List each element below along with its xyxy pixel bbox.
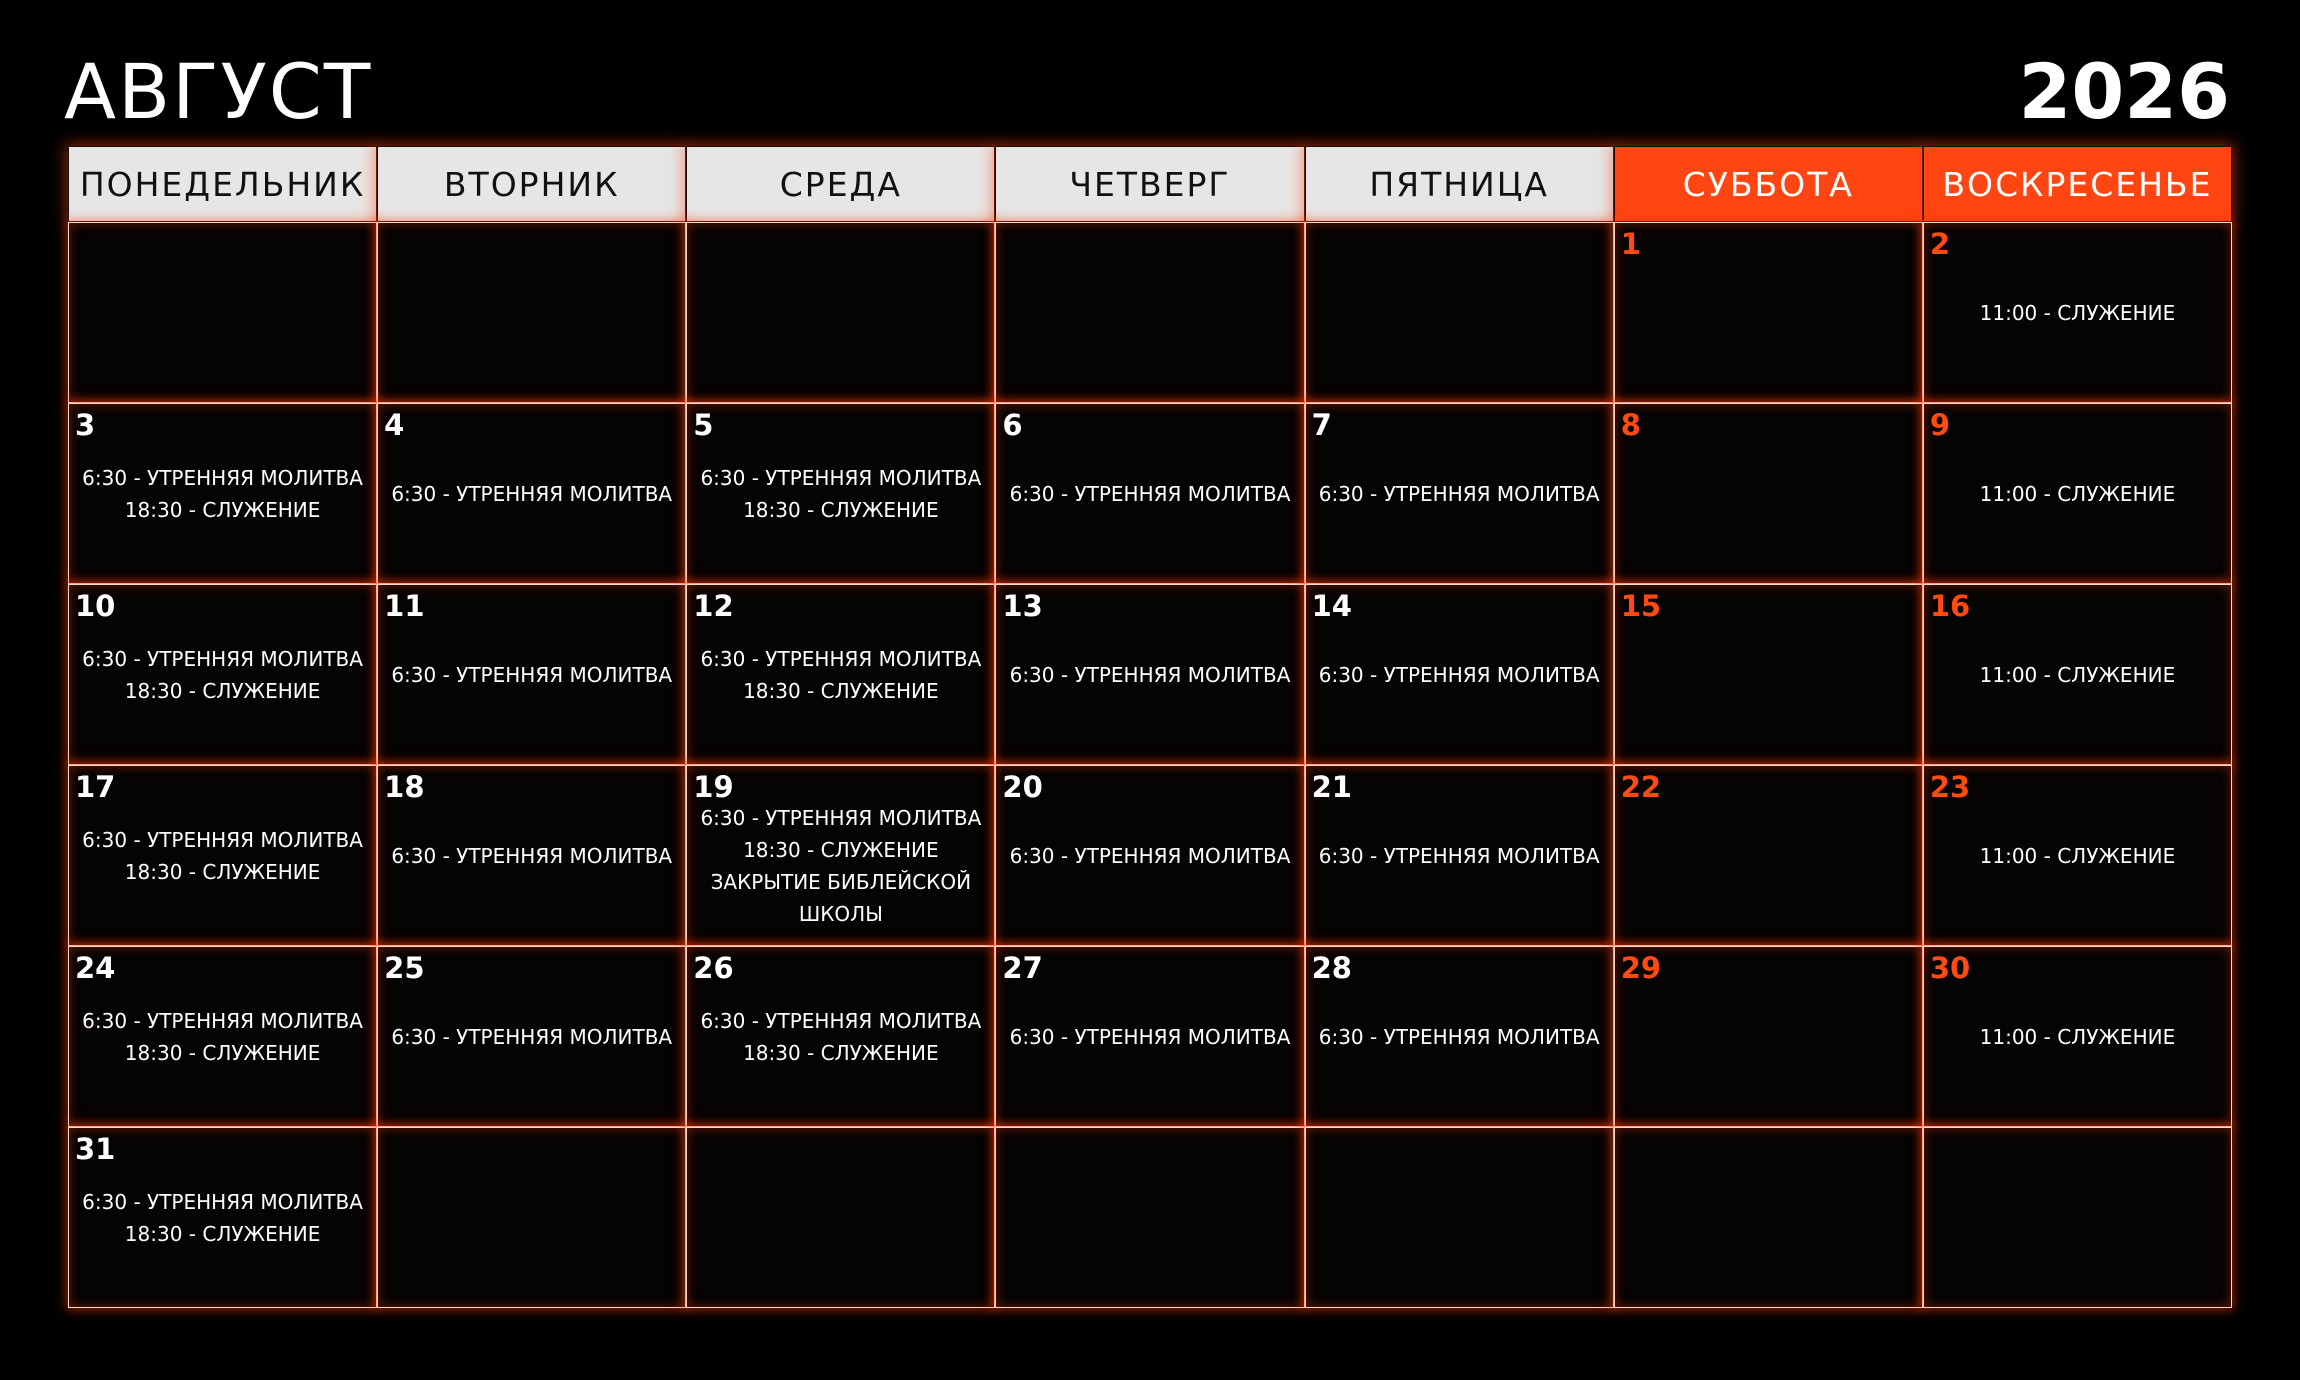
event-item: 6:30 - УТРЕННЯЯ МОЛИТВА [82,827,363,852]
event-item: 6:30 - УТРЕННЯЯ МОЛИТВА [82,1189,363,1214]
event-item: 6:30 - УТРЕННЯЯ МОЛИТВА [1318,662,1600,687]
day-number: 4 [384,408,405,442]
calendar-day-cell[interactable] [1305,765,1614,946]
event-item: 18:30 - СЛУЖЕНИЕ [124,1221,321,1246]
event-list [996,947,1303,1126]
day-number: 6 [1002,408,1023,442]
calendar-day-cell[interactable] [1614,222,1923,403]
day-number: 11 [384,589,425,623]
calendar-day-cell[interactable] [1614,946,1923,1127]
calendar-day-cell[interactable] [1305,403,1614,584]
event-item: 6:30 - УТРЕННЯЯ МОЛИТВА [82,465,363,490]
calendar-day-cell[interactable] [68,403,377,584]
event-item: 6:30 - УТРЕННЯЯ МОЛИТВА [1318,481,1600,506]
event-item: 11:00 - СЛУЖЕНИЕ [1979,481,2176,506]
event-item: 11:00 - СЛУЖЕНИЕ [1979,1024,2176,1049]
day-number: 5 [693,408,714,442]
calendar-day-cell[interactable] [68,765,377,946]
day-number: 15 [1620,589,1662,623]
day-number: 13 [1002,589,1043,623]
day-number: 8 [1620,408,1641,442]
event-list [69,947,376,1126]
event-list [1924,766,2231,945]
day-header: ПОНЕДЕЛЬНИК [68,146,377,222]
event-item: 18:30 - СЛУЖЕНИЕ [743,1040,939,1065]
day-number: 24 [75,951,116,985]
event-item: 11:00 - СЛУЖЕНИЕ [1979,300,2176,325]
calendar-day-cell[interactable] [686,403,995,584]
calendar-day-cell[interactable] [686,1127,995,1308]
day-number: 22 [1620,770,1662,804]
event-item: 6:30 - УТРЕННЯЯ МОЛИТВА [391,662,673,687]
month-title: АВГУСТ [64,47,373,136]
event-item: 6:30 - УТРЕННЯЯ МОЛИТВА [1009,1024,1291,1049]
day-header: СУББОТА [1614,146,1923,222]
calendar-day-cell[interactable] [1923,1127,2232,1308]
event-item: 6:30 - УТРЕННЯЯ МОЛИТВА [700,806,982,830]
calendar-day-cell[interactable] [1614,765,1923,946]
calendar-day-cell[interactable] [377,946,686,1127]
calendar-day-cell[interactable] [995,765,1304,946]
day-number: 7 [1311,408,1332,442]
event-list [69,766,376,945]
day-number: 1 [1620,227,1641,261]
event-list [996,766,1303,945]
day-header: ВТОРНИК [377,146,686,222]
day-number: 17 [75,770,116,804]
event-list [378,947,685,1126]
calendar-day-cell[interactable] [995,584,1304,765]
calendar-day-cell[interactable] [1614,403,1923,584]
event-item: ШКОЛЫ [798,902,883,926]
event-list [1924,404,2231,583]
event-item: 6:30 - УТРЕННЯЯ МОЛИТВА [391,843,673,868]
calendar-day-cell[interactable] [1305,1127,1614,1308]
event-list [687,947,994,1126]
event-item: 6:30 - УТРЕННЯЯ МОЛИТВА [1009,662,1291,687]
day-number: 2 [1929,227,1951,261]
event-item: 6:30 - УТРЕННЯЯ МОЛИТВА [700,646,982,671]
event-item: 18:30 - СЛУЖЕНИЕ [124,1040,321,1065]
calendar-day-cell[interactable] [1923,403,2232,584]
event-item: 11:00 - СЛУЖЕНИЕ [1979,662,2176,687]
calendar-day-cell[interactable] [1923,765,2232,946]
calendar-day-cell[interactable] [686,765,995,946]
event-item: 18:30 - СЛУЖЕНИЕ [124,678,321,703]
event-list [1924,947,2231,1126]
event-item: ЗАКРЫТИЕ БИБЛЕЙСКОЙ [710,870,972,894]
day-number: 12 [693,589,734,623]
event-item: 11:00 - СЛУЖЕНИЕ [1979,843,2176,868]
calendar-day-cell[interactable] [995,222,1304,403]
event-list [1924,223,2231,402]
calendar-day-cell[interactable] [1305,584,1614,765]
event-list [996,585,1303,764]
day-header: ПЯТНИЦА [1305,146,1614,222]
event-item: 6:30 - УТРЕННЯЯ МОЛИТВА [82,646,363,671]
calendar-day-cell[interactable] [686,222,995,403]
calendar-day-cell[interactable] [1923,946,2232,1127]
event-item: 6:30 - УТРЕННЯЯ МОЛИТВА [700,465,982,490]
event-list [996,404,1303,583]
event-item: 18:30 - СЛУЖЕНИЕ [743,678,939,703]
event-item: 6:30 - УТРЕННЯЯ МОЛИТВА [1318,1024,1600,1049]
calendar-day-cell[interactable] [686,946,995,1127]
calendar-day-cell[interactable] [68,222,377,403]
calendar-day-cell[interactable] [1923,584,2232,765]
calendar-day-cell[interactable] [377,584,686,765]
calendar-day-cell[interactable] [377,403,686,584]
calendar-day-cell[interactable] [1614,1127,1923,1308]
event-list [69,404,376,583]
day-number: 10 [75,589,116,623]
day-number: 26 [693,951,734,985]
day-number: 31 [75,1132,116,1166]
calendar-day-cell[interactable] [1305,222,1614,403]
day-number: 16 [1929,589,1971,623]
day-number: 9 [1929,408,1951,442]
calendar-day-cell[interactable] [995,1127,1304,1308]
event-list [687,404,994,583]
calendar-day-cell[interactable] [68,584,377,765]
calendar-day-cell[interactable] [1923,222,2232,403]
event-item: 6:30 - УТРЕННЯЯ МОЛИТВА [391,1024,673,1049]
event-list [69,1128,376,1307]
calendar-day-cell[interactable] [377,1127,686,1308]
day-number: 18 [384,770,425,804]
event-item: 18:30 - СЛУЖЕНИЕ [124,497,321,522]
event-list [1306,585,1613,764]
event-list [1924,585,2231,764]
day-header: ВОСКРЕСЕНЬЕ [1923,146,2232,222]
calendar-day-cell[interactable] [1614,584,1923,765]
day-number: 28 [1311,951,1352,985]
event-list [1306,766,1613,945]
calendar-day-cell[interactable] [1305,946,1614,1127]
day-number: 30 [1929,951,1971,985]
event-item: 18:30 - СЛУЖЕНИЕ [743,497,939,522]
day-number: 19 [693,770,734,804]
event-list [378,585,685,764]
calendar-day-cell[interactable] [68,946,377,1127]
event-item: 6:30 - УТРЕННЯЯ МОЛИТВА [1318,843,1600,868]
event-item: 6:30 - УТРЕННЯЯ МОЛИТВА [391,481,673,506]
calendar-grid [68,146,2232,1308]
event-list [378,404,685,583]
calendar-day-cell[interactable] [995,946,1304,1127]
calendar-day-cell[interactable] [68,1127,377,1308]
event-list [687,585,994,764]
day-number: 20 [1002,770,1043,804]
day-number: 25 [384,951,425,985]
calendar-day-cell[interactable] [995,403,1304,584]
event-item: 18:30 - СЛУЖЕНИЕ [743,838,939,862]
calendar-day-cell[interactable] [377,765,686,946]
event-list [69,585,376,764]
day-header: СРЕДА [686,146,995,222]
event-item: 6:30 - УТРЕННЯЯ МОЛИТВА [700,1008,982,1033]
day-number: 3 [75,408,96,442]
day-number: 21 [1311,770,1352,804]
event-item: 18:30 - СЛУЖЕНИЕ [124,859,321,884]
event-list [687,766,994,945]
day-header: ЧЕТВЕРГ [995,146,1304,222]
day-number: 27 [1002,951,1043,985]
calendar-day-cell[interactable] [377,222,686,403]
year-title: 2026 [2018,47,2230,136]
event-list [1306,404,1613,583]
day-number: 29 [1620,951,1662,985]
event-list [1306,947,1613,1126]
day-number: 23 [1929,770,1971,804]
event-item: 6:30 - УТРЕННЯЯ МОЛИТВА [1009,481,1291,506]
calendar-day-cell[interactable] [686,584,995,765]
event-item: 6:30 - УТРЕННЯЯ МОЛИТВА [1009,843,1291,868]
event-item: 6:30 - УТРЕННЯЯ МОЛИТВА [82,1008,363,1033]
day-number: 14 [1311,589,1352,623]
event-list [378,766,685,945]
